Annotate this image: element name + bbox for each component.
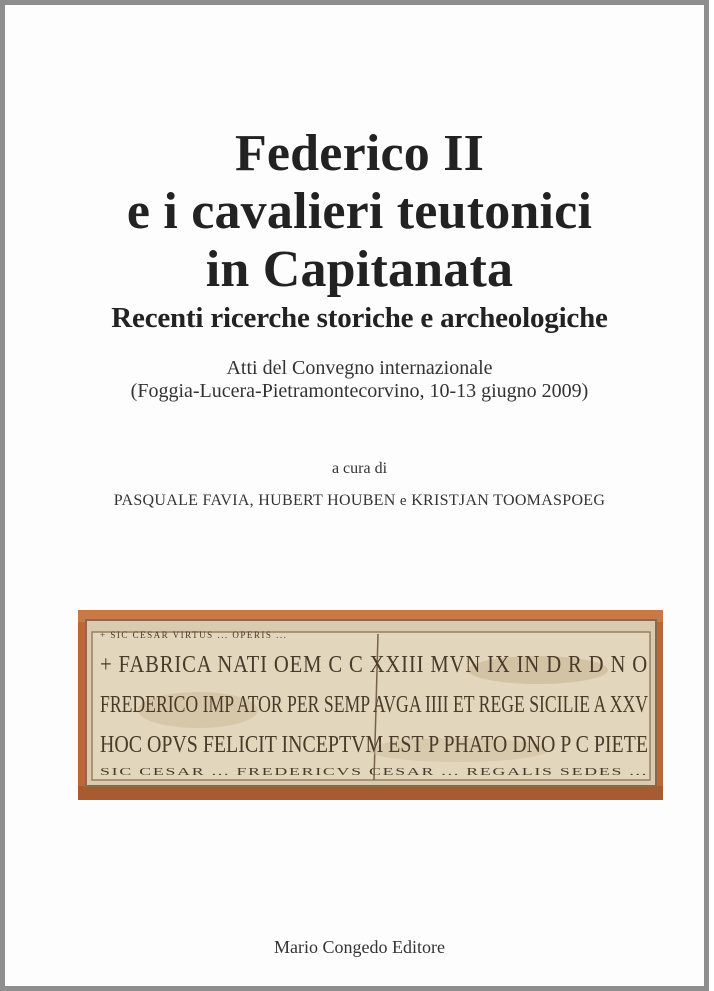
editor-names-2: KRISTJAN TOOMASPOEG: [411, 492, 606, 509]
proceedings-line-1: Atti del Convegno internazionale: [226, 357, 493, 379]
title-block: [5, 125, 714, 335]
subtitle: Recenti ricerche storiche e archeologiche: [111, 302, 608, 334]
inscription-line-2: FREDERICO IMP ATOR PER SEMP AVGA IIII ET REGE SICILIE A XXV: [100, 692, 649, 718]
editor-separator: e: [399, 493, 407, 509]
editors-label: a cura di: [331, 460, 388, 477]
title-line-1: Federico II: [234, 125, 485, 182]
editors: [5, 492, 714, 510]
inscription-top-line: + SIC CESAR VIRTUS ... OPERIS ...: [100, 630, 288, 640]
editor-names-1: PASQUALE FAVIA, HUBERT HOUBEN: [113, 492, 396, 509]
proceedings-info: [5, 357, 714, 403]
title-line-3: in Capitanata: [205, 241, 514, 298]
inscription-stone: [78, 610, 663, 800]
proceedings-line-2: (Foggia-Lucera-Pietramontecorvino, 10-13 giugno 2009): [130, 380, 589, 402]
inscription-line-3: HOC OPVS FELICIT INCEPTVM EST P PHATO DNO P C PIETE: [100, 732, 648, 758]
inscription-line-1: + FABRICA NATI OEM C C XXIII MVN IX IN D R D N O: [100, 652, 648, 678]
inscription-photo: [78, 610, 663, 800]
title-line-2: e i cavalieri teutonici: [126, 183, 593, 240]
publisher: Mario Congedo Editore: [274, 937, 445, 957]
inscription-bottom-line: SIC CESAR ... FREDERICVS CESAR ... REGALIS SEDES ...: [100, 767, 648, 778]
